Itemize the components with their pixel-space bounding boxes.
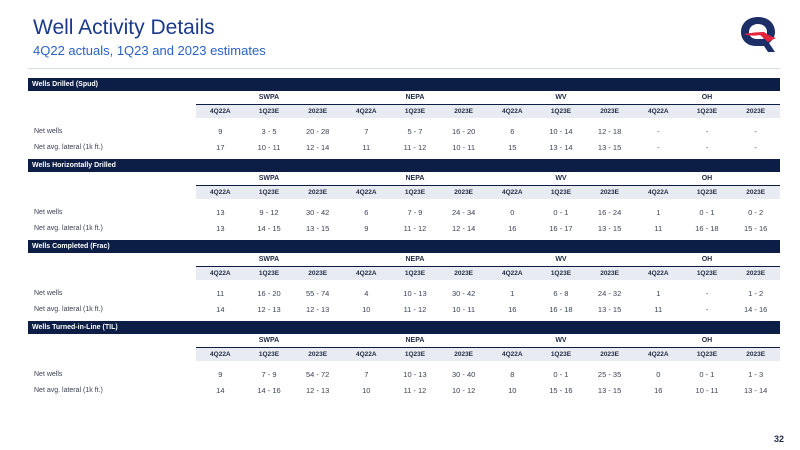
region-header: NEPA [342,334,488,348]
period-header: 1Q23E [391,105,440,119]
table-cell: 0 - 1 [699,207,715,217]
table-cell: 25 - 35 [597,369,622,379]
table-cell: 1 - 2 [748,288,764,298]
table-cell: 16 [508,223,517,233]
table-cell: 10 - 11 [452,142,476,152]
table-cell: 5 - 7 [407,126,423,136]
table-cell: 6 [510,126,515,136]
period-header-row [28,267,780,281]
table-cell: 1 [656,207,661,217]
row-label: Net avg. lateral (1k ft.) [34,224,103,232]
table-cell: 10 [362,385,371,395]
row-label: Net wells [34,289,63,297]
table-cell: 16 - 24 [597,207,622,217]
period-header: 2023E [439,348,488,362]
period-header: 2023E [293,105,342,119]
period-header: 1Q23E [391,348,440,362]
table-cell: 8 [510,369,515,379]
table-cell: 30 - 42 [451,288,476,298]
table-cell: 10 - 14 [549,126,573,136]
period-header: 4Q22A [196,348,245,362]
region-header: WV [488,91,634,105]
region-header: NEPA [342,91,488,105]
table-cell: 0 - 2 [748,207,764,217]
table-cell: 4 [364,288,369,298]
table-cell: 0 [510,207,515,217]
table-section [28,321,780,398]
page-title: Well Activity Details [33,16,215,39]
table-cell: 7 [364,126,369,136]
table-cell: 16 - 20 [451,126,476,136]
region-header-row [28,91,780,105]
table-cell: 6 [364,207,369,217]
table-cell: 10 [508,385,517,395]
table-cell: 13 - 15 [597,385,622,395]
table-cell: 0 [656,369,661,379]
table-cell: 16 [508,304,517,314]
table-cell: 13 - 15 [597,304,622,314]
period-header: 1Q23E [537,105,586,119]
table-cell: 12 - 14 [305,142,330,152]
table-cell: 13 [216,207,225,217]
period-header: 1Q23E [537,267,586,281]
table-cell: 24 - 34 [451,207,476,217]
section-title: Wells Drilled (Spud) [28,78,780,91]
table-cell: 16 - 18 [549,304,573,314]
table-cell: 16 - 20 [257,288,281,298]
table-cell: 12 - 14 [451,223,476,233]
period-header: 4Q22A [488,186,537,200]
table-cell: - [657,142,660,152]
table-cell: 13 - 14 [743,385,768,395]
table-row [28,285,780,301]
page-number: 32 [773,434,784,444]
period-header: 1Q23E [683,348,732,362]
table-cell: 7 - 9 [407,207,423,217]
table-cell: 10 - 13 [403,369,427,379]
table-cell: 13 - 15 [597,142,622,152]
table-cell: 10 - 13 [403,288,427,298]
table-cell: 15 [508,142,517,152]
period-header: 1Q23E [245,105,294,119]
table-cell: 15 - 16 [743,223,768,233]
region-header: WV [488,253,634,267]
table-cell: - [705,126,709,136]
section-title: Wells Turned-in-Line (TIL) [28,321,780,334]
table-cell: 11 [654,223,663,233]
period-header: 2023E [731,267,780,281]
data-table [28,172,780,236]
region-header: SWPA [196,253,342,267]
table-cell: 10 - 11 [452,304,476,314]
period-header: 2023E [293,348,342,362]
period-header: 2023E [585,105,634,119]
period-header: 1Q23E [683,267,732,281]
period-header: 1Q23E [537,186,586,200]
period-header: 4Q22A [488,267,537,281]
table-cell: 7 [364,369,369,379]
table-section [28,78,780,155]
period-header: 1Q23E [537,348,586,362]
region-header-row [28,334,780,348]
table-cell: 9 [218,369,223,379]
table-cell: 14 [216,385,225,395]
section-title: Wells Completed (Frac) [28,240,780,253]
table-cell: 30 - 42 [305,207,330,217]
table-cell: 10 - 11 [695,385,719,395]
period-header: 4Q22A [488,348,537,362]
period-header-row [28,105,780,119]
region-header: WV [488,334,634,348]
period-header: 4Q22A [488,105,537,119]
table-cell: 11 [654,304,663,314]
table-cell: 9 [218,126,223,136]
region-header: OH [634,334,780,348]
table-cell: 13 - 14 [549,142,573,152]
period-header: 4Q22A [342,348,391,362]
table-cell: 20 - 28 [305,126,330,136]
table-cell: 11 - 12 [403,385,427,395]
table-cell: 1 [656,288,661,298]
period-header: 2023E [439,186,488,200]
header-blank-cell [28,186,196,200]
table-cell: - [754,142,757,152]
region-header: OH [634,253,780,267]
table-cell: 12 - 13 [305,304,330,314]
data-table [28,334,780,398]
table-cell: 54 - 72 [305,369,330,379]
table-cell: 15 - 16 [549,385,573,395]
period-header-row [28,186,780,200]
table-cell: 12 - 13 [257,304,281,314]
page-subtitle: 4Q22 actuals, 1Q23 and 2023 estimates [33,43,266,58]
data-table [28,253,780,317]
period-header: 2023E [731,105,780,119]
period-header: 1Q23E [245,186,294,200]
table-cell: 11 - 12 [403,223,427,233]
header-blank-cell [28,253,196,267]
table-cell: 55 - 74 [305,288,330,298]
row-label: Net wells [34,208,63,216]
table-cell: 24 - 32 [597,288,622,298]
table-cell: 14 - 16 [257,385,281,395]
table-cell: 16 [654,385,663,395]
table-row [28,123,780,139]
region-header-row [28,172,780,186]
region-header-row [28,253,780,267]
table-cell: 1 - 3 [748,369,764,379]
table-cell: 3 - 5 [261,126,277,136]
table-cell: 11 - 12 [403,142,427,152]
row-label: Net avg. lateral (1k ft.) [34,143,103,151]
row-label: Net avg. lateral (1k ft.) [34,386,103,394]
header-divider [28,68,780,69]
row-label: Net avg. lateral (1k ft.) [34,305,103,313]
period-header: 4Q22A [342,186,391,200]
table-cell: 12 - 13 [305,385,330,395]
period-header: 1Q23E [391,267,440,281]
table-cell: 0 - 1 [699,369,715,379]
table-cell: - [705,142,709,152]
table-cell: 7 - 9 [261,369,277,379]
company-logo-icon [738,14,778,56]
period-header: 1Q23E [683,186,732,200]
table-row [28,220,780,236]
section-title: Wells Horizontally Drilled [28,159,780,172]
header-blank-cell [28,91,196,105]
period-header: 4Q22A [196,186,245,200]
table-cell: 9 - 12 [259,207,279,217]
table-section [28,240,780,317]
period-header: 1Q23E [683,105,732,119]
header-blank-cell [28,105,196,119]
table-cell: 1 [510,288,515,298]
table-cell: 12 - 18 [597,126,622,136]
table-cell: 16 - 17 [549,223,573,233]
table-cell: 14 [216,304,225,314]
region-header: SWPA [196,334,342,348]
table-cell: 10 - 11 [257,142,281,152]
period-header: 2023E [585,267,634,281]
table-cell: 13 - 15 [305,223,330,233]
period-header: 1Q23E [391,186,440,200]
header-blank-cell [28,172,196,186]
table-row [28,204,780,220]
header-blank-cell [28,334,196,348]
region-header: OH [634,172,780,186]
table-cell: 10 - 12 [451,385,476,395]
region-header: SWPA [196,172,342,186]
table-cell: 10 [362,304,371,314]
table-cell: 17 [216,142,225,152]
period-header: 2023E [293,186,342,200]
table-row [28,139,780,155]
region-header: NEPA [342,172,488,186]
table-cell: 13 [216,223,225,233]
period-header: 4Q22A [634,186,683,200]
table-cell: 11 [362,142,371,152]
period-header: 4Q22A [634,267,683,281]
header-blank-cell [28,267,196,281]
table-row [28,366,780,382]
table-cell: - [705,288,709,298]
period-header: 4Q22A [634,348,683,362]
period-header: 4Q22A [342,267,391,281]
table-cell: 11 - 12 [403,304,427,314]
data-table [28,91,780,155]
period-header: 1Q23E [245,348,294,362]
table-cell: 30 - 40 [451,369,476,379]
period-header: 2023E [585,348,634,362]
period-header: 2023E [731,186,780,200]
period-header: 2023E [731,348,780,362]
row-label: Net wells [34,127,63,135]
table-cell: - [657,126,660,136]
table-cell: 16 - 18 [695,223,719,233]
table-cell: 14 - 15 [257,223,281,233]
table-cell: 13 - 15 [597,223,622,233]
table-cell: 9 [364,223,369,233]
period-header: 4Q22A [342,105,391,119]
period-header-row [28,348,780,362]
table-cell: - [754,126,757,136]
period-header: 2023E [293,267,342,281]
region-header: OH [634,91,780,105]
period-header: 4Q22A [634,105,683,119]
table-row [28,301,780,317]
table-cell: 0 - 1 [553,369,569,379]
period-header: 2023E [439,267,488,281]
table-cell: 11 [216,288,225,298]
region-header: SWPA [196,91,342,105]
period-header: 4Q22A [196,105,245,119]
row-label: Net wells [34,370,63,378]
region-header: WV [488,172,634,186]
table-cell: 6 - 8 [553,288,569,298]
table-cell: 14 - 16 [743,304,768,314]
header-blank-cell [28,348,196,362]
period-header: 2023E [439,105,488,119]
period-header: 1Q23E [245,267,294,281]
table-section [28,159,780,236]
table-cell: 0 - 1 [553,207,569,217]
period-header: 2023E [585,186,634,200]
table-row [28,382,780,398]
table-cell: - [705,304,709,314]
region-header: NEPA [342,253,488,267]
period-header: 4Q22A [196,267,245,281]
